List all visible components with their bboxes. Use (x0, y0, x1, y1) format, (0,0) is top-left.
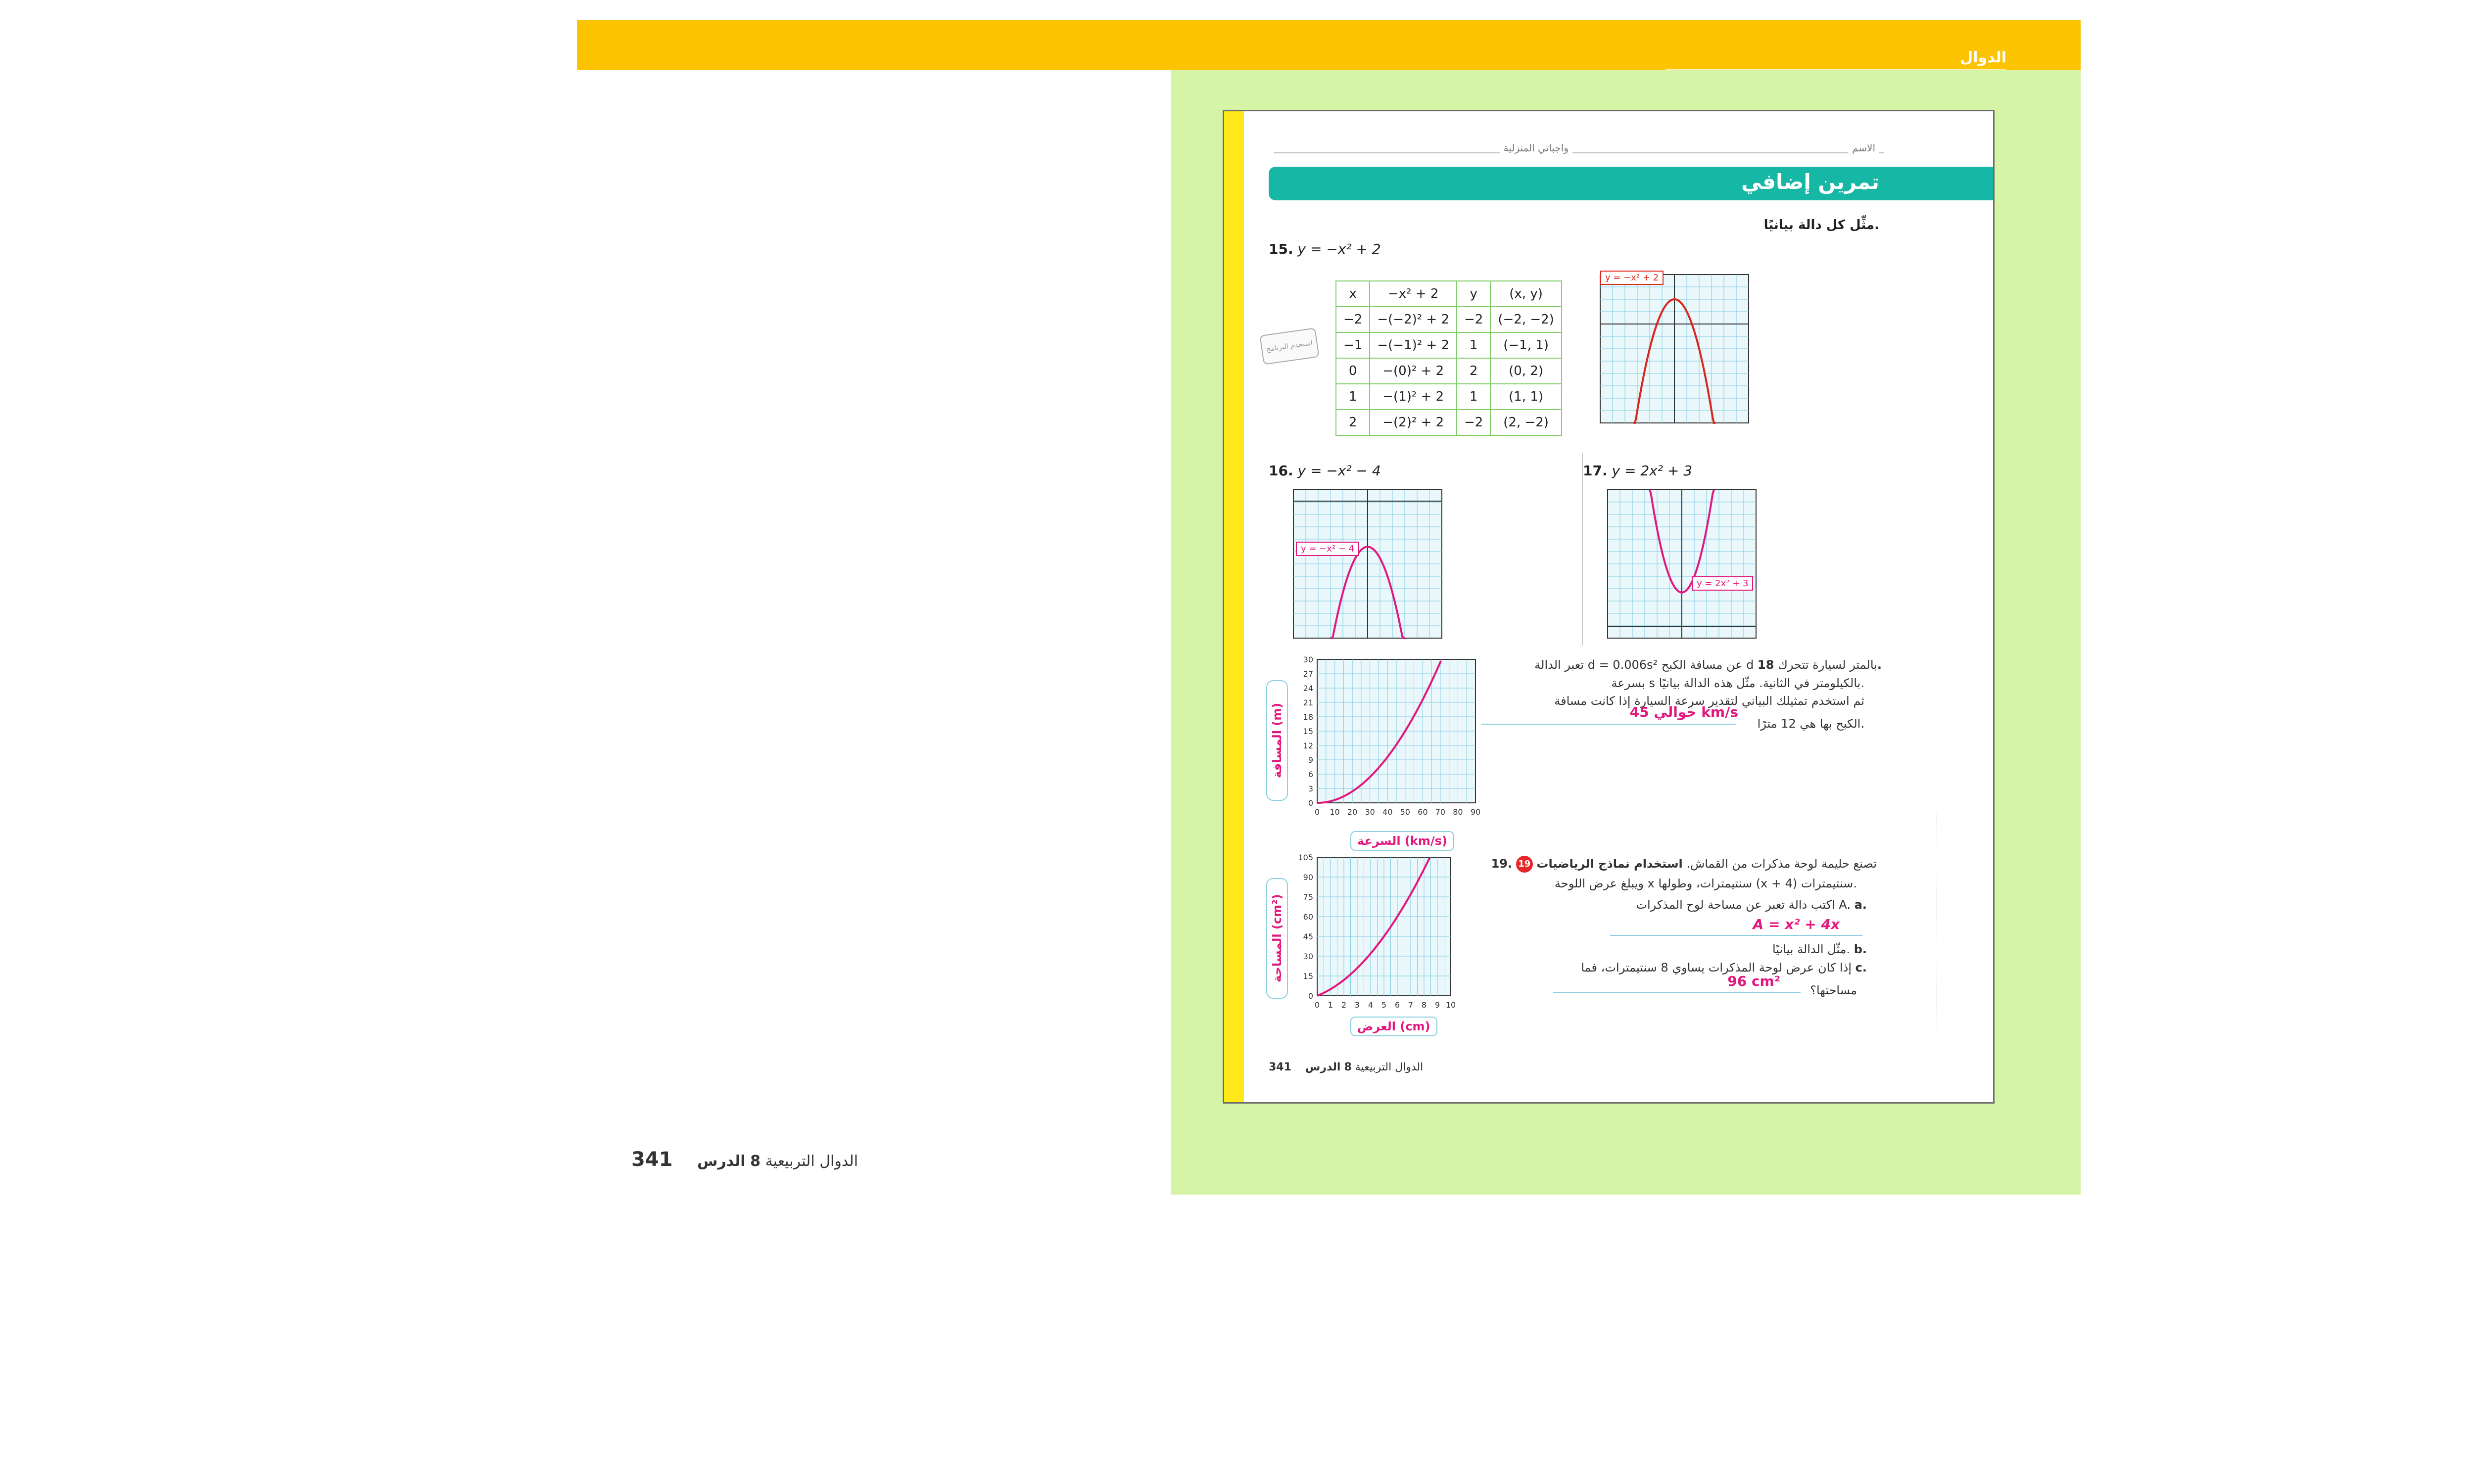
y-tick-label: 15 (1303, 727, 1313, 736)
x-tick-label: 10 (1330, 807, 1340, 817)
x-tick-label: 20 (1347, 807, 1358, 817)
problem-19-title: استخدام نماذج الرياضيات (1536, 857, 1683, 871)
worksheet-lesson-label: الدرس (1305, 1061, 1341, 1073)
table-cell: −(−2)² + 2 (1370, 307, 1457, 332)
table-cell: 1 (1457, 332, 1490, 358)
x-tick-label: 8 (1421, 1000, 1427, 1010)
table-cell: −1 (1336, 332, 1370, 358)
y-tick-label: 0 (1308, 798, 1313, 808)
graph-15 (1598, 272, 1751, 425)
lesson-number: 8 (750, 1153, 761, 1170)
y-tick-label: 90 (1303, 873, 1313, 882)
problem-16-equation: y = −x² − 4 (1297, 463, 1381, 479)
problem-19-part-c (1581, 961, 1867, 974)
problem-18-number: 18. (1758, 658, 1882, 672)
worksheet-title: تمرين إضافي (1741, 170, 1879, 194)
graph-19-y-label: المساحة (cm²) (1266, 878, 1288, 999)
graph-17-label: y = 2x² + 3 (1692, 576, 1753, 591)
graph-17 (1605, 487, 1759, 641)
problem-18-answer: حوالي 45 km/s (1629, 704, 1738, 720)
table-cell: −2 (1336, 307, 1370, 332)
problem-19-part-b (1772, 942, 1867, 956)
problem-19-c-text2: مساحتها؟ (1810, 983, 1857, 997)
y-tick-label: 30 (1303, 655, 1313, 664)
y-tick-label: 27 (1303, 669, 1313, 679)
title-banner (1269, 167, 1993, 200)
graph-19 (1293, 853, 1457, 1017)
y-tick-label: 12 (1303, 741, 1313, 750)
x-tick-label: 4 (1368, 1000, 1374, 1010)
problem-19-badge: 19 (1516, 856, 1533, 873)
graph-19-x-label: العرض (cm) (1350, 1017, 1437, 1036)
x-tick-label: 5 (1381, 1000, 1387, 1010)
table-header-cell: (x, y) (1490, 281, 1561, 307)
column-divider (1582, 453, 1583, 646)
y-tick-label: 75 (1303, 892, 1313, 902)
problem-19-a-answer: A = x² + 4x (1753, 916, 1840, 932)
table-header-cell: −x² + 2 (1370, 281, 1457, 307)
yellow-margin-strip (1224, 111, 1244, 1102)
worksheet-footer (1269, 1061, 1423, 1073)
x-tick-label: 10 (1445, 1000, 1456, 1010)
problem-18-text: تعبر الدالة d = 0.006s² عن مسافة الكبح d بالمتر لسيارة تتحرك (1534, 658, 1877, 672)
x-tick-label: 60 (1418, 807, 1428, 817)
chapter-header-bar (577, 20, 2081, 70)
teacher-panel (1171, 70, 2081, 1195)
problem-15 (1269, 241, 1381, 257)
problem-17-number: 17. (1583, 463, 1608, 479)
x-tick-label: 9 (1434, 1000, 1440, 1010)
x-tick-label: 1 (1328, 1000, 1333, 1010)
table-header-cell: y (1457, 281, 1490, 307)
name-label: الاسم (1848, 142, 1879, 154)
worksheet-lesson-title: الدوال التربيعية (1355, 1061, 1424, 1073)
graph-18 (1293, 655, 1481, 824)
page-footer (631, 1148, 858, 1171)
x-tick-label: 30 (1365, 807, 1375, 817)
x-tick-label: 70 (1435, 807, 1446, 817)
problem-19-line2: ويبلغ عرض اللوحة x سنتيمترات، وطولها (x + 4) سنتيمترات. (1554, 877, 1857, 890)
y-tick-label: 9 (1308, 755, 1313, 765)
problem-15-equation: y = −x² + 2 (1297, 241, 1381, 257)
problem-18-line3: ثم استخدم تمثيلك البياني لتقدير سرعة السيارة إذا كانت مسافة (1554, 694, 1864, 708)
class-label: واجباتي المنزلية (1500, 142, 1572, 154)
y-tick-label: 105 (1298, 853, 1313, 862)
problem-19-b-text: مثّل الدالة بيانيًا. (1772, 942, 1851, 956)
y-tick-label: 21 (1303, 698, 1313, 707)
table-row (1336, 410, 1562, 435)
worksheet-page-number: 341 (1269, 1061, 1291, 1073)
graph-18-x-label: السرعة (km/s) (1350, 831, 1454, 851)
problem-17 (1583, 463, 1692, 479)
x-tick-label: 6 (1394, 1000, 1400, 1010)
y-tick-label: 15 (1303, 972, 1313, 981)
table-cell: −(−1)² + 2 (1370, 332, 1457, 358)
textbook-spread (577, 20, 2081, 1195)
lesson-label: الدرس (697, 1153, 746, 1170)
y-tick-label: 6 (1308, 770, 1313, 779)
graph-16-label: y = −x² − 4 (1296, 542, 1359, 556)
problem-19-c-answer: 96 cm² (1727, 973, 1780, 989)
y-tick-label: 45 (1303, 932, 1313, 941)
y-tick-label: 24 (1303, 684, 1313, 693)
x-tick-label: 2 (1341, 1000, 1347, 1010)
table-cell: 1 (1457, 384, 1490, 410)
worksheet-lesson-number: 8 (1344, 1061, 1352, 1073)
problem-19-c-label: c. (1855, 961, 1867, 974)
problem-19-b-label: b. (1854, 942, 1867, 956)
graph-16 (1291, 487, 1444, 641)
grid (1317, 659, 1475, 803)
table-cell: −(1)² + 2 (1370, 384, 1457, 410)
x-tick-label: 80 (1453, 807, 1463, 817)
name-line (1274, 152, 1884, 153)
copyright-strip (1937, 814, 1947, 1036)
x-tick-label: 90 (1470, 807, 1481, 817)
worksheet-page (1223, 110, 1995, 1104)
x-tick-label: 0 (1314, 807, 1320, 817)
instructions: مثِّل كل دالة بيانيًا. (1763, 218, 1879, 232)
table-cell: 1 (1336, 384, 1370, 410)
graph-18-y-label: المسافة (m) (1266, 680, 1288, 801)
lesson-title: الدوال التربيعية (765, 1153, 858, 1170)
problem-18-line1 (1534, 658, 1882, 672)
problem-18-line2: بسرعة s بالكيلومتر في الثانية. مثّل هذه الدالة بيانيًا. (1611, 676, 1864, 690)
y-tick-label: 60 (1303, 912, 1313, 922)
grid (1317, 857, 1451, 996)
chapter-title: الدوال (1960, 49, 2006, 66)
table-header-cell: x (1336, 281, 1370, 307)
answer-line (1481, 724, 1736, 725)
table-cell: −(2)² + 2 (1370, 410, 1457, 435)
answer-line (1610, 935, 1862, 936)
x-tick-label: 7 (1408, 1000, 1414, 1010)
problem-16-number: 16. (1269, 463, 1293, 479)
answer-line (1553, 992, 1801, 993)
y-tick-label: 18 (1303, 712, 1313, 722)
problem-19-a-label: a. (1854, 898, 1867, 912)
table-cell: −(0)² + 2 (1370, 358, 1457, 384)
table-cell: 2 (1336, 410, 1370, 435)
table-cell: −2 (1457, 307, 1490, 332)
problem-19-c-text: إذا كان عرض لوحة المذكرات يساوي 8 سنتيمترات، فما (1581, 961, 1852, 974)
table-row (1336, 332, 1562, 358)
table-cell: (1, 1) (1490, 384, 1561, 410)
graph-15-label: y = −x² + 2 (1600, 271, 1664, 285)
table-cell: 0 (1336, 358, 1370, 384)
handwritten-note: استخدم البرنامج (1259, 327, 1319, 365)
problem-19-part-a (1636, 898, 1867, 912)
values-table (1335, 280, 1562, 436)
problem-18-line4: الكبح بها هي 12 مترًا. (1757, 717, 1864, 731)
table-row (1336, 307, 1562, 332)
table-cell: (0, 2) (1490, 358, 1561, 384)
table-cell: −2 (1457, 410, 1490, 435)
table-header-row (1336, 281, 1562, 307)
problem-17-equation: y = 2x² + 3 (1612, 463, 1693, 479)
page-number: 341 (631, 1148, 673, 1171)
table-row (1336, 358, 1562, 384)
table-cell: (2, −2) (1490, 410, 1561, 435)
problem-19-text: تصنع حليمة لوحة مذكرات من القماش. (1686, 857, 1877, 871)
problem-19-a-text: اكتب دالة تعبر عن مساحة لوح المذكرات A. (1636, 898, 1851, 912)
y-tick-label: 30 (1303, 952, 1313, 961)
problem-19-number: .19 (1491, 857, 1513, 871)
y-tick-label: 3 (1308, 784, 1313, 793)
y-tick-label: 0 (1308, 991, 1313, 1001)
x-tick-label: 0 (1314, 1000, 1320, 1010)
problem-19-line1 (1491, 856, 1877, 873)
x-tick-label: 3 (1354, 1000, 1360, 1010)
x-tick-label: 50 (1400, 807, 1410, 817)
problem-16 (1269, 463, 1381, 479)
table-cell: 2 (1457, 358, 1490, 384)
x-tick-label: 40 (1382, 807, 1393, 817)
table-cell: (−1, 1) (1490, 332, 1561, 358)
table-row (1336, 384, 1562, 410)
problem-15-number: 15. (1269, 241, 1293, 257)
table-cell: (−2, −2) (1490, 307, 1561, 332)
